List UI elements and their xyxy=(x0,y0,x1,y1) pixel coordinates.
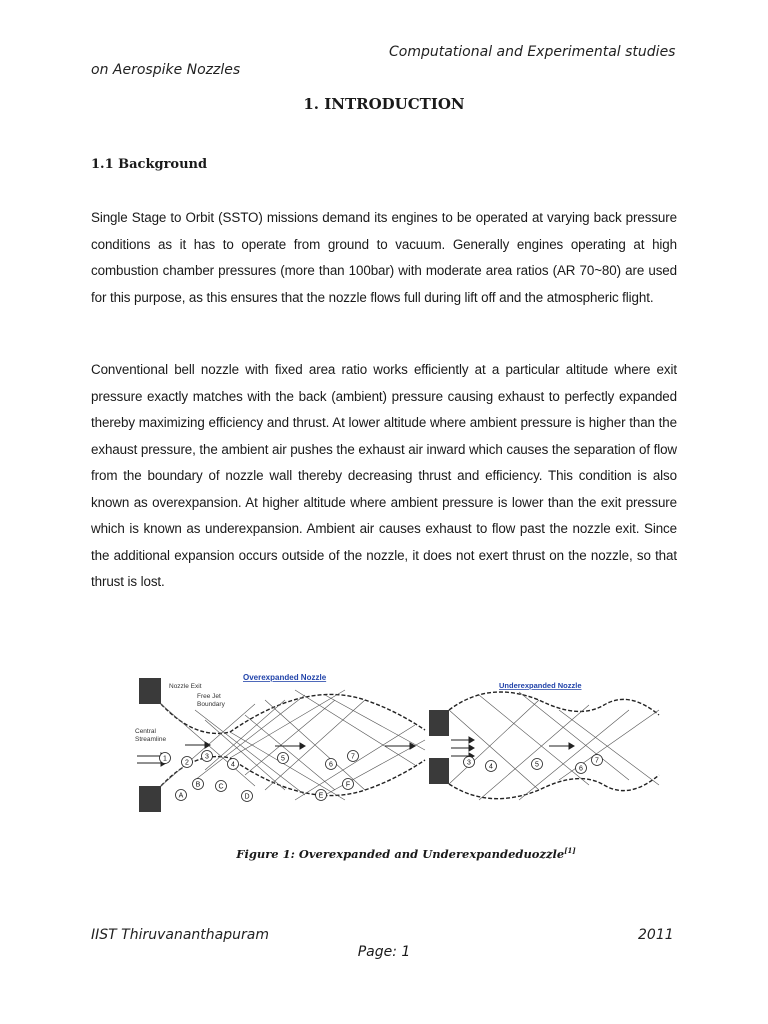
nozzle-exit-label: Nozzle Exit xyxy=(169,683,202,690)
marker-over-2: 2 xyxy=(185,759,189,767)
marker-under-5: 5 xyxy=(535,761,539,769)
header-title-line2: on Aerospike Nozzles xyxy=(91,62,241,78)
marker-under-3: 3 xyxy=(467,759,471,767)
figure-caption xyxy=(0,846,768,861)
nozzle-figure xyxy=(135,670,665,825)
header-title-line1: Computational and Experimental studies xyxy=(389,44,676,60)
underexpanded-diagram xyxy=(429,681,659,800)
marker-over-3: 3 xyxy=(205,753,209,761)
marker-over-1: 1 xyxy=(163,755,167,763)
marker-over-4: 4 xyxy=(231,761,235,769)
marker-under-7: 7 xyxy=(595,757,599,765)
marker-letter-A: A xyxy=(178,792,184,800)
footer-institution: IIST Thiruvananthapuram xyxy=(91,927,269,943)
marker-under-4: 4 xyxy=(489,763,493,771)
section-title: 1. INTRODUCTION xyxy=(303,95,465,113)
footer-year: 2011 xyxy=(638,927,674,943)
overexpanded-title: Overexpanded Nozzle xyxy=(243,673,327,682)
marker-letter-C: C xyxy=(218,783,224,791)
caption-reference: [1] xyxy=(564,846,576,855)
marker-letter-D: D xyxy=(244,793,250,801)
nozzle-wall-bottom-2 xyxy=(429,758,449,784)
central-streamline-label-1: Central xyxy=(135,728,156,735)
free-jet-label-2: Boundary xyxy=(197,701,225,708)
nozzle-wall-top xyxy=(139,678,161,704)
free-jet-label-1: Free Jet xyxy=(197,693,221,700)
marker-over-6: 6 xyxy=(329,761,333,769)
subsection-title: 1.1 Background xyxy=(91,157,208,172)
central-streamline-label-2: Streamline xyxy=(135,736,167,743)
underexpanded-title: Underexpanded Nozzle xyxy=(499,681,582,690)
marker-letter-B: B xyxy=(195,781,201,789)
paragraph-1: Single Stage to Orbit (SSTO) missions demand its engines to be operated at varying back pressure conditions as it has to operate from ground to vacuum. Generally engines operating at high combustion chamber pressures (more than 100bar) with moderate area ratios (AR 70~80) are used for this purpose, as this ensures that the nozzle flows full during lift off and the atmospheric flight. xyxy=(91,210,677,305)
paragraph-2: Conventional bell nozzle with fixed area ratio works efficiently at a particular altitude where exit pressure exactly matches with the back (ambient) pressure causing exhaust to perfectly expanded thereby maximizing efficiency and thrust. At lower altitude where ambient pressure is higher than the exhaust pressure, the ambient air pushes the exhaust air inward which causes the separation of flow from the boundary of nozzle wall thereby decreasing thrust and efficiency. This condition is also known as overexpansion. At higher altitude where ambient pressure is lower than the exit pressure which is known as underexpansion. Ambient air causes exhaust to flow past the nozzle exit. Since the additional expansion occurs outside of the nozzle, it does not exert thrust on the nozzle, so that thrust is lost. xyxy=(91,362,677,589)
marker-letter-E: E xyxy=(318,792,324,800)
marker-under-6: 6 xyxy=(579,765,583,773)
marker-over-7: 7 xyxy=(351,753,355,761)
caption-text: Figure 1: Overexpanded and Underexpandeduozzle xyxy=(236,846,565,861)
nozzle-wall-top-2 xyxy=(429,710,449,736)
page-number: Page: 1 xyxy=(357,944,411,960)
marker-letter-F: F xyxy=(345,781,351,789)
nozzle-wall-bottom xyxy=(139,786,161,812)
marker-over-5: 5 xyxy=(281,755,285,763)
